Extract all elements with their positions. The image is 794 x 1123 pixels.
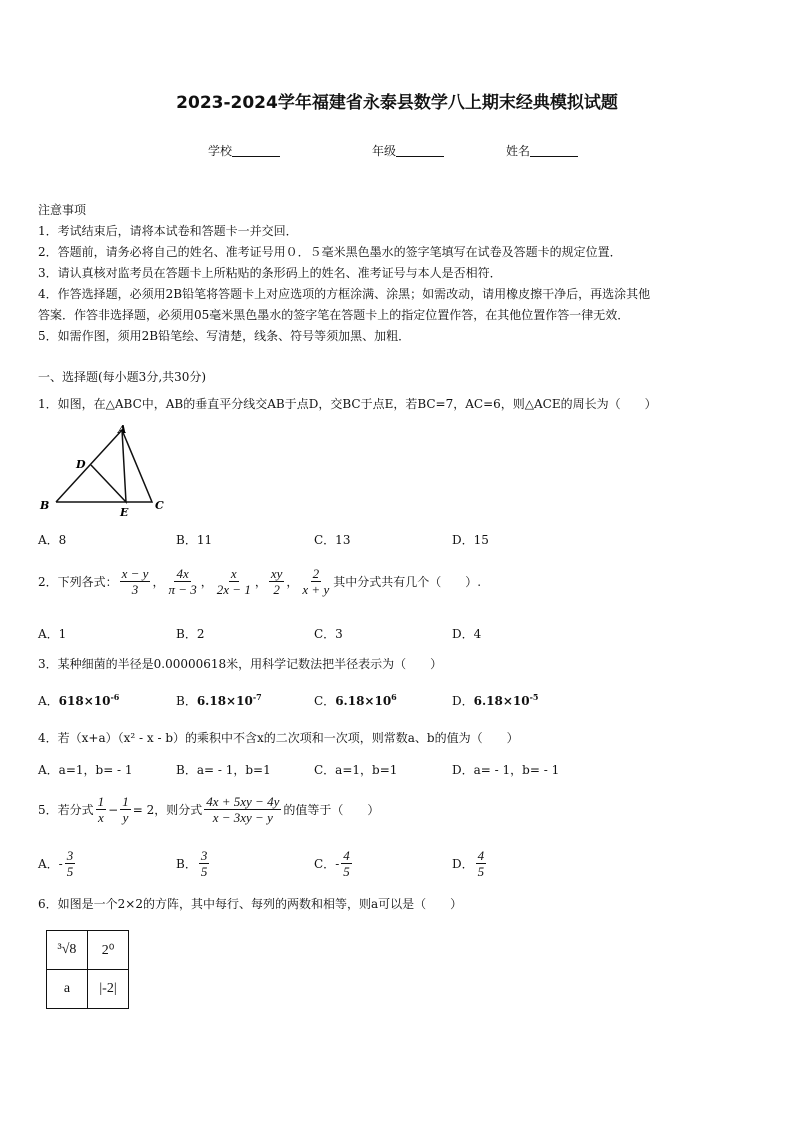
q2-fraction-2: $\frac{4x}{\pi - 3}$: [168, 566, 197, 597]
q4-option-c: C．a=1，b=1: [314, 763, 398, 777]
grade-field: [372, 142, 444, 159]
q2-option-d: D．4: [452, 627, 482, 641]
label-e: E: [120, 506, 129, 518]
page-title: 2023-2024学年福建省永泰县数学八上期末经典模拟试题: [176, 93, 618, 113]
q4-option-a: A．a=1，b= - 1: [38, 763, 133, 777]
q2-prefix: 2．下列各式：: [38, 575, 118, 589]
q4-option-d: D．a= - 1，b= - 1: [452, 763, 560, 777]
q1-option-d: D．15: [452, 533, 489, 547]
matrix-cell: ³√8: [47, 931, 88, 970]
notes-block: [38, 200, 650, 347]
grade-label: 年级: [372, 144, 397, 158]
triangle-abc: [56, 430, 152, 502]
label-d: D: [76, 458, 86, 471]
note-item: 4．作答选择题，必须用2B铅笔将答题卡上对应选项的方框涂满、涂黑；如需改动，请用橡皮擦干净后，再选涂其他: [38, 287, 651, 301]
q2-fraction-3: $\frac{x}{2x - 1}$: [216, 566, 251, 597]
notes-heading: 注意事项: [38, 203, 87, 217]
triangle-figure: [36, 422, 171, 518]
q2-option-c: C．3: [314, 627, 343, 641]
note-item: 3．请认真核对监考员在答题卡上所粘贴的条形码上的姓名、准考证号与本人是否相符．: [38, 266, 502, 280]
matrix-cell: a: [47, 970, 88, 1009]
q1-option-b: B．11: [176, 533, 213, 547]
question-4-text: 4．若（x+a）（x² - x - b）的乘积中不含x的二次项和一次项，则常数a、b的值为（ ）: [38, 731, 519, 745]
q2-option-a: A．1: [38, 627, 67, 641]
q2-option-b: B．2: [176, 627, 205, 641]
question-2-text: 2．下列各式： $\frac{x - y}{3}$ ， $\frac{4x}{\pi - 3}$ ， $\frac{x}{2x - 1}$ ， $\frac{xy}{2}$ ， $\frac{2}{x + y}$ 其中分式共有几个（ ）.: [38, 566, 482, 597]
q3-option-d: D．$6.18\times 10^{-5}$: [452, 692, 539, 708]
question-6-text: 6．如图是一个2×2的方阵，其中每行、每列的两数和相等，则a可以是（ ）: [38, 897, 463, 911]
matrix-cell: |-2|: [88, 970, 129, 1009]
q3-option-c: C．$6.18\times 10^6$: [314, 692, 397, 708]
grade-blank: [396, 144, 444, 157]
q5-fraction-3: $\frac{4x + 5xy - 4y}{x - 3xy - y}$: [206, 794, 280, 825]
line-de-ae: [91, 430, 126, 502]
question-3-text: 3．某种细菌的半径是0.00000618米，用科学记数法把半径表示为（ ）: [38, 657, 443, 671]
note-item: 1．考试结束后，请将本试卷和答题卡一并交回．: [38, 224, 298, 238]
note-item: 2．答题前，请务必将自己的姓名、准考证号用０．５毫米黑色墨水的签字笔填写在试卷及答题卡的规定位置．: [38, 245, 622, 259]
q5-fraction-1: $\frac{1}{x}$: [97, 794, 105, 825]
school-field: [208, 142, 280, 159]
q3-option-b: B．$6.18\times 10^{-7}$: [176, 692, 262, 708]
q3-option-a: A．$618\times 10^{-6}$: [38, 692, 120, 708]
note-item: 答案．作答非选择题，必须用05毫米黑色墨水的签字笔在答题卡上的指定位置作答，在其他位置作答一律无效．: [38, 308, 630, 322]
q1-option-a: A．8: [38, 533, 67, 547]
label-a: A: [118, 423, 127, 436]
school-label: 学校: [208, 144, 233, 158]
q1-option-c: C．13: [314, 533, 351, 547]
q5-option-b: B． $\frac{3}{5}$: [176, 848, 208, 879]
q4-option-b: B．a= - 1，b=1: [176, 763, 271, 777]
school-blank: [232, 144, 280, 157]
label-b: B: [40, 499, 50, 512]
name-blank: [530, 144, 578, 157]
q2-fraction-1: $\frac{x - y}{3}$: [121, 566, 149, 597]
question-1-text: 1．如图，在△ABC中，AB的垂直平分线交AB于点D，交BC于点E，若BC=7，AC=6，则△ACE的周长为（ ）: [38, 397, 657, 411]
matrix-2x2: [46, 930, 129, 1009]
section-heading: 一、选择题(每小题3分,共30分): [38, 370, 207, 384]
q5-fraction-2: $\frac{1}{y}$: [122, 794, 129, 825]
note-item: 5．如需作图，须用2B铅笔绘、写清楚，线条、符号等须加黑、加粗．: [38, 329, 411, 343]
matrix-cell: 2⁰: [88, 931, 129, 970]
q5-option-a: A． - $\frac{3}{5}$: [38, 848, 74, 879]
q5-option-d: D． $\frac{4}{5}$: [452, 848, 485, 879]
q2-suffix: 其中分式共有几个（ ）.: [333, 575, 482, 589]
q2-fraction-4: $\frac{xy}{2}$: [270, 566, 283, 597]
q2-fraction-5: $\frac{2}{x + y}$: [302, 566, 330, 597]
q5-option-c: C． - $\frac{4}{5}$: [314, 848, 350, 879]
question-5-text: 5．若分式 $\frac{1}{x}$ − $\frac{1}{y}$ = 2，则分式 $\frac{4x + 5xy - 4y}{x - 3xy - y}$ 的值等于（ ）: [38, 794, 380, 825]
name-field: [506, 142, 578, 159]
name-label: 姓名: [506, 144, 531, 158]
label-c: C: [155, 499, 164, 512]
